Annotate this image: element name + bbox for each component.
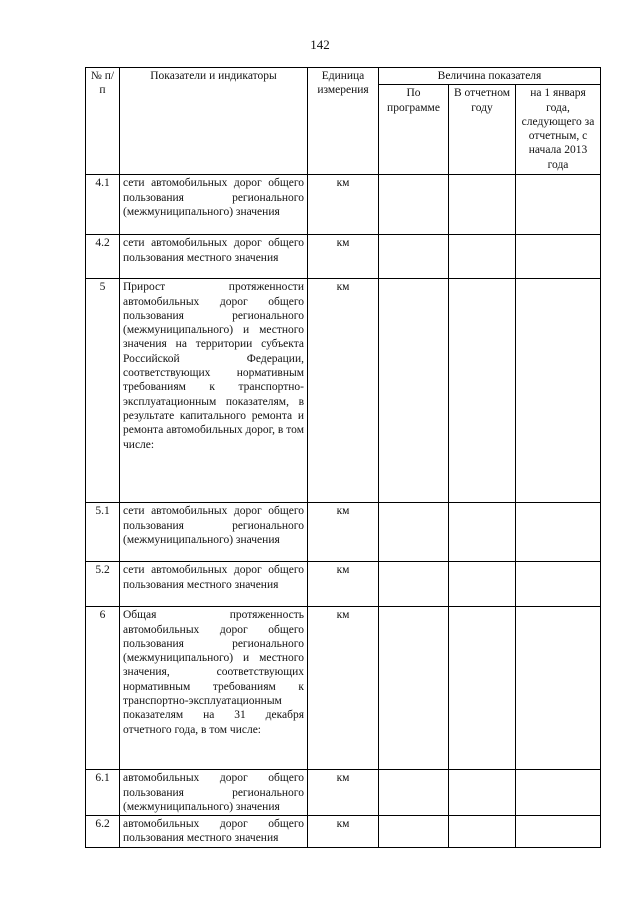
- table-row: [86, 770, 601, 816]
- header-unit: Единица измерения: [308, 68, 379, 175]
- in-report-year-cell: [449, 607, 516, 770]
- table-row: [86, 816, 601, 848]
- jan1-following-cell: [516, 279, 601, 503]
- by-program-cell: [379, 235, 449, 279]
- row-number: 6.1: [86, 770, 120, 816]
- row-number: 4.2: [86, 235, 120, 279]
- in-report-year-cell: [449, 503, 516, 562]
- jan1-following-cell: [516, 770, 601, 816]
- in-report-year-cell: [449, 279, 516, 503]
- by-program-cell: [379, 175, 449, 235]
- header-num: № п/п: [86, 68, 120, 175]
- in-report-year-cell: [449, 175, 516, 235]
- unit-cell: км: [308, 816, 379, 848]
- table-row: [86, 235, 601, 279]
- by-program-cell: [379, 562, 449, 607]
- indicator-name: Общая протяженность автомобильных дорог общего пользования регионального (межмуниципального) и местного значения, соответствующих нормативным требованиям к транспортно-эксплуатационным показателям на 31 декабря отчетного года, в том числе:: [120, 607, 308, 770]
- in-report-year-cell: [449, 816, 516, 848]
- table-body: [86, 175, 601, 847]
- jan1-following-cell: [516, 175, 601, 235]
- unit-cell: км: [308, 279, 379, 503]
- jan1-following-cell: [516, 235, 601, 279]
- by-program-cell: [379, 816, 449, 848]
- by-program-cell: [379, 279, 449, 503]
- indicator-name: автомобильных дорог общего пользования местного значения: [120, 816, 308, 848]
- unit-cell: км: [308, 175, 379, 235]
- unit-cell: км: [308, 503, 379, 562]
- header-name: Показатели и индикаторы: [120, 68, 308, 175]
- indicator-name: сети автомобильных дорог общего пользования регионального (межмуниципального) значения: [120, 503, 308, 562]
- row-number: 4.1: [86, 175, 120, 235]
- jan1-following-cell: [516, 562, 601, 607]
- by-program-cell: [379, 770, 449, 816]
- row-number: 6.2: [86, 816, 120, 848]
- unit-cell: км: [308, 770, 379, 816]
- header-by-program: По программе: [379, 85, 449, 175]
- header-value-group: Величина показателя: [379, 68, 601, 85]
- unit-cell: км: [308, 235, 379, 279]
- in-report-year-cell: [449, 562, 516, 607]
- jan1-following-cell: [516, 503, 601, 562]
- by-program-cell: [379, 503, 449, 562]
- indicator-name: сети автомобильных дорог общего пользования местного значения: [120, 235, 308, 279]
- page-number: 142: [310, 37, 330, 52]
- table-row: [86, 503, 601, 562]
- row-number: 5.1: [86, 503, 120, 562]
- row-number: 5.2: [86, 562, 120, 607]
- by-program-cell: [379, 607, 449, 770]
- header-in-report-year: В отчетном году: [449, 85, 516, 175]
- in-report-year-cell: [449, 770, 516, 816]
- row-number: 5: [86, 279, 120, 503]
- header-jan1-following: на 1 января года, следующего за отчетным, с начала 2013 года: [516, 85, 601, 175]
- unit-cell: км: [308, 562, 379, 607]
- indicator-name: автомобильных дорог общего пользования регионального (межмуниципального) значения: [120, 770, 308, 816]
- indicator-name: Прирост протяженности автомобильных дорог общего пользования регионального (межмуниципального) и местного значения на территории субъекта Российской Федерации, соответствующих нормативным требованиям к транспортно-эксплуатационным показателям, в результате капитального ремонта и ремонта автомобильных дорог, в том числе:: [120, 279, 308, 503]
- indicator-name: сети автомобильных дорог общего пользования местного значения: [120, 562, 308, 607]
- jan1-following-cell: [516, 607, 601, 770]
- indicator-name: сети автомобильных дорог общего пользования регионального (межмуниципального) значения: [120, 175, 308, 235]
- table-row: [86, 607, 601, 770]
- indicators-table: [85, 67, 601, 848]
- unit-cell: км: [308, 607, 379, 770]
- table-row: [86, 279, 601, 503]
- in-report-year-cell: [449, 235, 516, 279]
- row-number: 6: [86, 607, 120, 770]
- table-row: [86, 175, 601, 235]
- jan1-following-cell: [516, 816, 601, 848]
- table-row: [86, 562, 601, 607]
